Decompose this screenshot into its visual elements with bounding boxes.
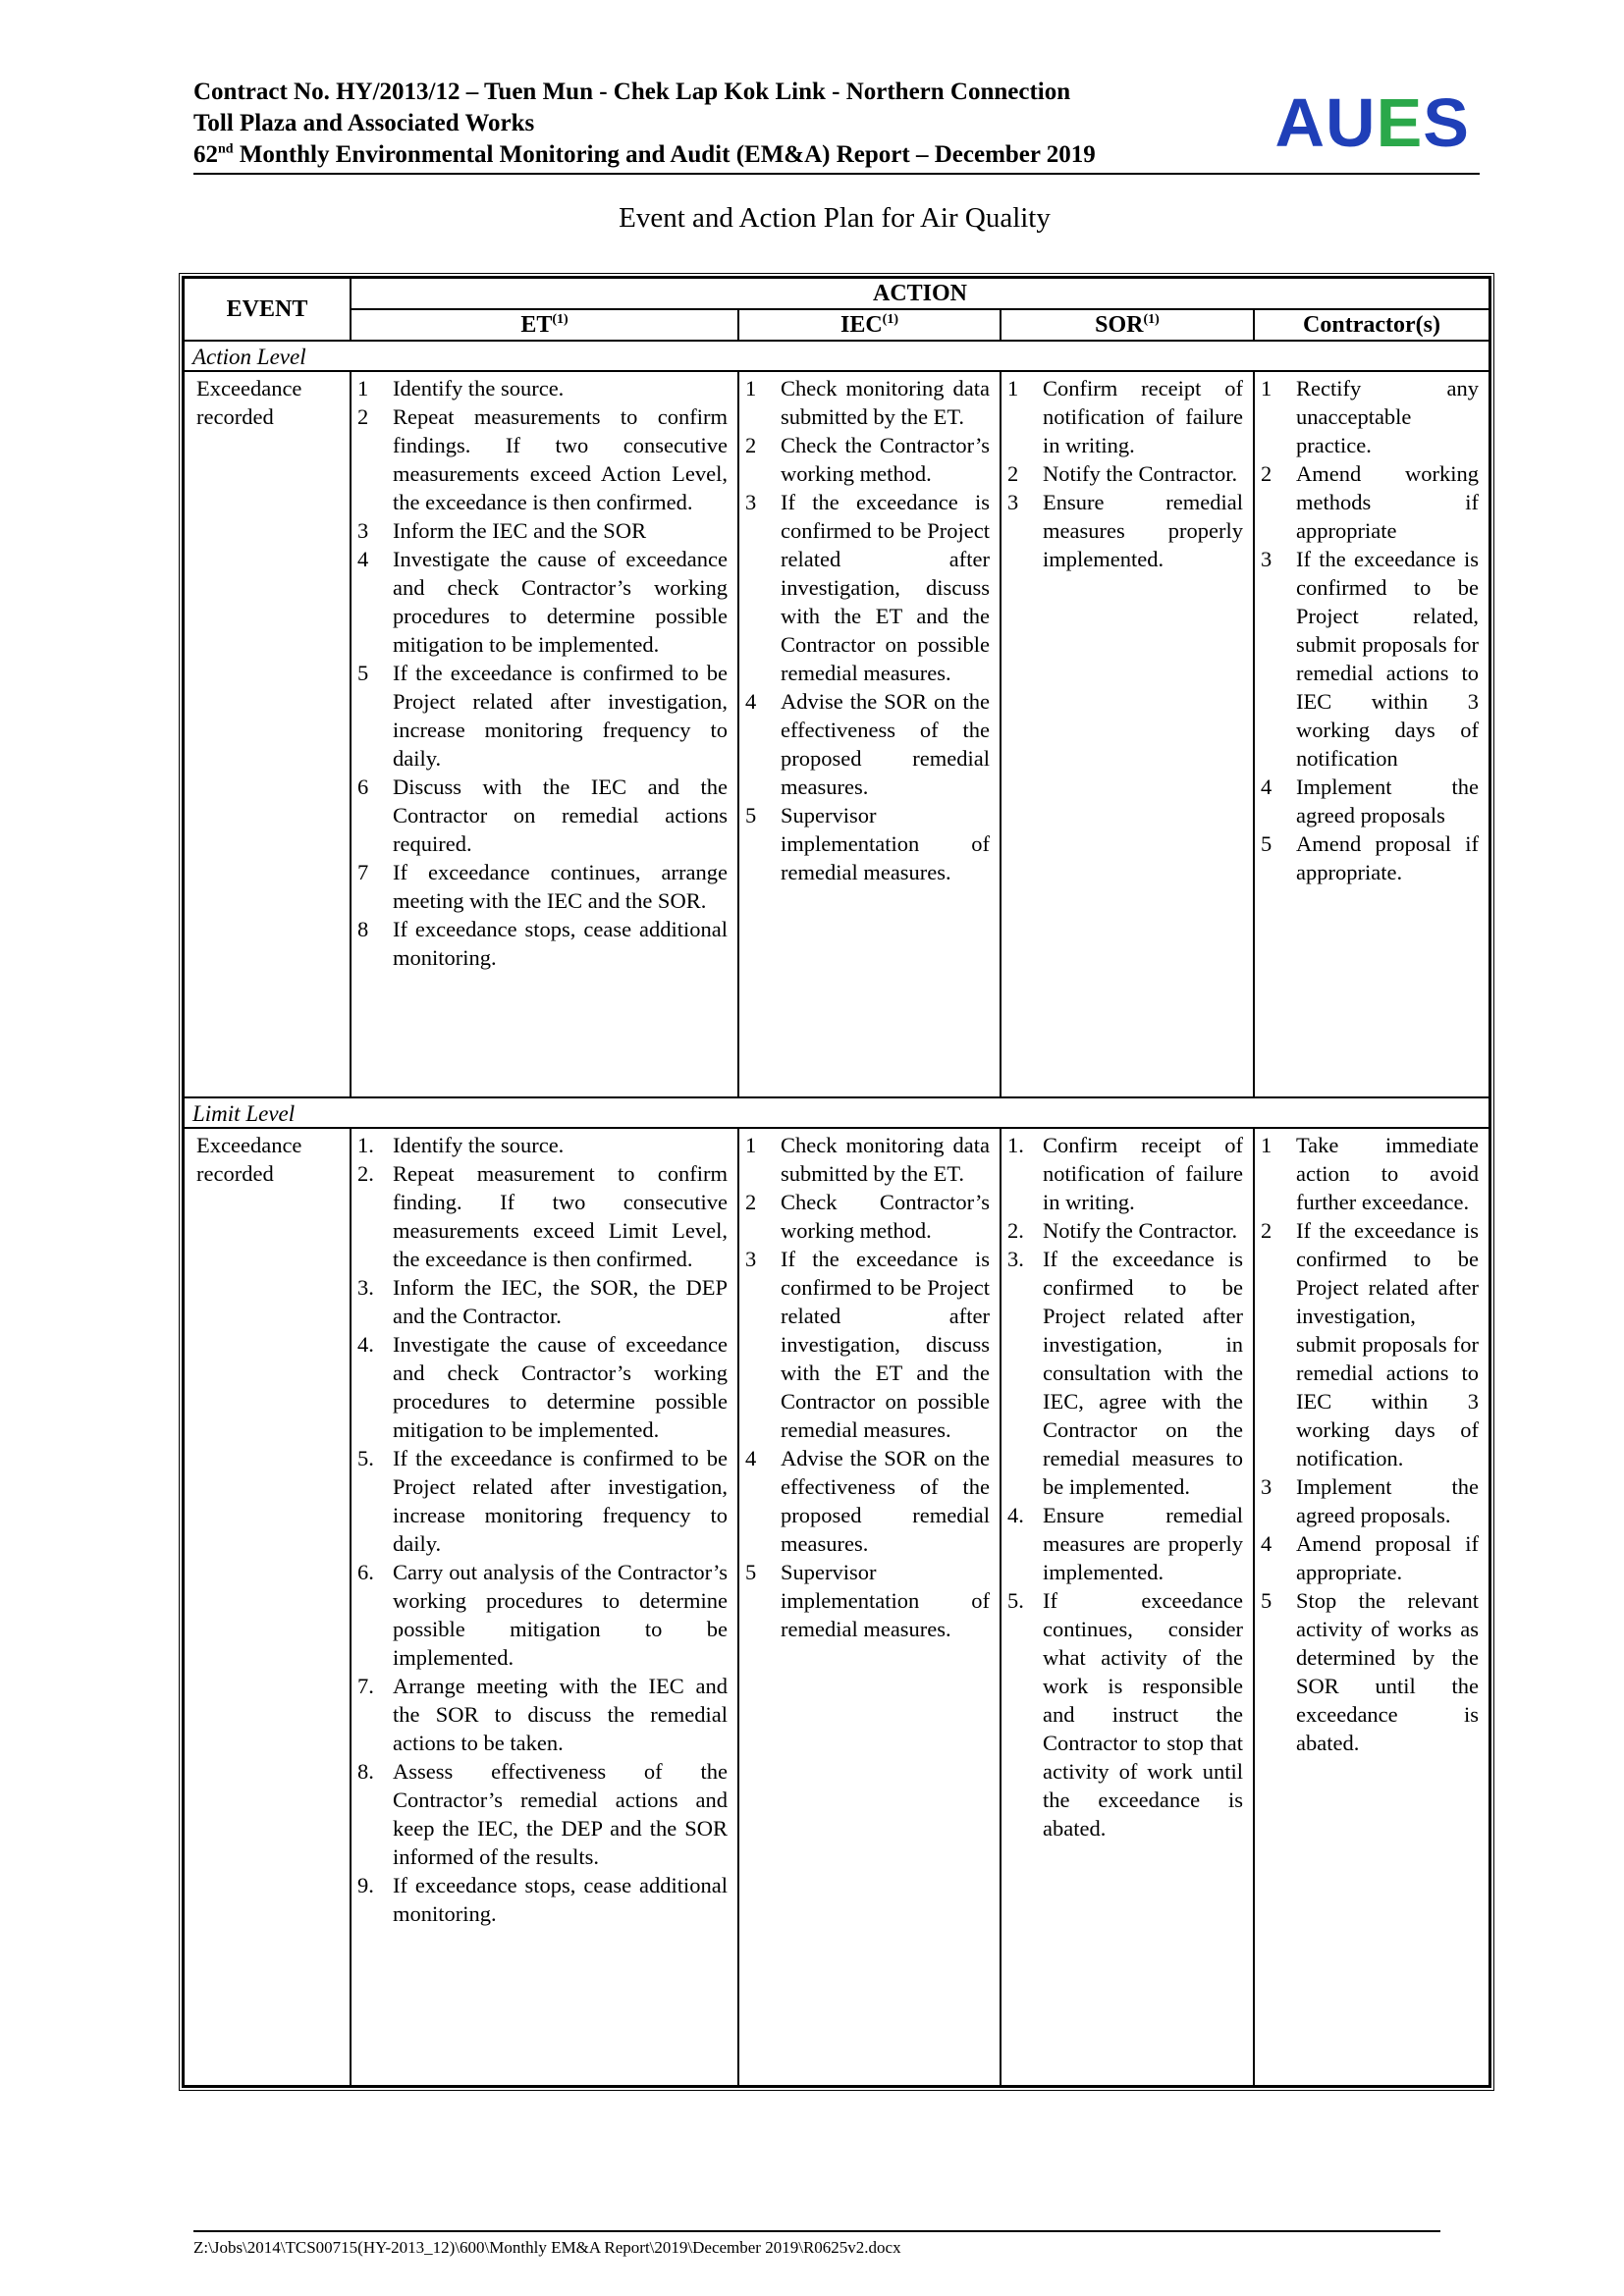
item-number: 8. — [357, 1759, 374, 1784]
item-number: 2 — [1261, 461, 1272, 486]
item-number: 6 — [357, 774, 369, 799]
item-text: Repeat measurement to confirm finding. If two consecutive measurements exceed Limit Level, the exceedance is then confirmed. — [393, 1161, 728, 1271]
item-number: 5. — [357, 1446, 374, 1470]
list-item — [745, 801, 990, 886]
item-text: Advise the SOR on the effectiveness of the proposed remedial measures. — [781, 1446, 990, 1556]
list-item — [745, 431, 990, 488]
action-header: ACTION — [351, 278, 1489, 309]
list-item — [357, 1131, 728, 1159]
iec-header: IEC$^{(1)}$ — [738, 309, 1001, 341]
file-path-footer: Z:\Jobs\2014\TCS00715(HY-2013_12)\600\Monthly EM&A Report\2019\December 2019\R0625v2.docx — [193, 2230, 1440, 2258]
item-number: 2 — [1007, 461, 1019, 486]
list-item — [745, 687, 990, 801]
list-item — [357, 915, 728, 972]
item-text: Rectify any unacceptable practice. — [1296, 376, 1479, 457]
list-item — [1261, 1131, 1479, 1216]
item-text: Check monitoring data submitted by the ET. — [781, 1133, 990, 1186]
list-item — [357, 374, 728, 402]
list-item — [357, 545, 728, 659]
item-text: Implement the agreed proposals — [1296, 774, 1479, 828]
item-number: 1. — [357, 1133, 374, 1157]
event-action-table-frame — [179, 273, 1494, 2091]
item-text: If the exceedance is confirmed to be Project related after investigation, increase monitoring frequency to daily. — [393, 661, 728, 771]
item-number: 8 — [357, 917, 369, 941]
item-number: 1 — [1007, 376, 1019, 400]
contractor-header: Contractor(s) — [1254, 309, 1489, 341]
item-text: Identify the source. — [393, 1133, 565, 1157]
item-number: 4 — [745, 689, 757, 714]
item-text: Check the Contractor’s working method. — [781, 433, 990, 486]
item-number: 4 — [1261, 774, 1272, 799]
item-text: Amend working methods if appropriate — [1296, 461, 1479, 543]
document-title: Event and Action Plan for Air Quality — [619, 202, 1051, 234]
item-number: 5. — [1007, 1588, 1024, 1613]
list-item — [1007, 374, 1243, 459]
list-item — [357, 858, 728, 915]
list-item — [357, 1330, 728, 1444]
item-number: 4. — [1007, 1503, 1024, 1527]
et-header: ET$^{(1)}$ — [351, 309, 738, 341]
item-text: Supervisor implementation of remedial measures. — [781, 1560, 990, 1641]
list-item — [357, 1444, 728, 1558]
item-number: 4 — [357, 547, 369, 571]
list-item — [357, 1672, 728, 1757]
item-number: 1. — [1007, 1133, 1024, 1157]
item-number: 4. — [357, 1332, 374, 1357]
report-title: Monthly Environmental Monitoring and Audit (EM&A) Report – December 2019 — [233, 141, 1096, 168]
item-number: 1 — [745, 376, 757, 400]
item-number: 4 — [745, 1446, 757, 1470]
list-item — [357, 1558, 728, 1672]
list-item — [1261, 459, 1479, 545]
list-item — [1007, 1216, 1243, 1245]
item-text: Identify the source. — [393, 376, 565, 400]
item-text: Amend proposal if appropriate. — [1296, 1531, 1479, 1584]
header-contract-line: Contract No. HY/2013/12 – Tuen Mun - Chek Lap Kok Link - Northern Connection — [193, 79, 1071, 105]
list-item — [1261, 773, 1479, 829]
report-number: 62 — [193, 141, 218, 168]
item-text: If the exceedance is confirmed to be Project related after investigation, increase monitoring frequency to daily. — [393, 1446, 728, 1556]
item-text: If the exceedance is confirmed to be Project related after investigation, discuss with the ET and the Contractor on possible remedial measures. — [781, 490, 990, 685]
action-level-heading: Action Level — [184, 341, 1489, 371]
item-number: 2 — [1261, 1218, 1272, 1243]
item-number: 5 — [745, 1560, 757, 1584]
limit-level-event: Exceedance recorded — [184, 1128, 351, 2086]
item-number: 6. — [357, 1560, 374, 1584]
limit-level-et-cell — [351, 1128, 738, 2086]
item-text: Ensure remedial measures properly implemented. — [1043, 490, 1243, 571]
limit-level-contractor-cell — [1254, 1128, 1489, 2086]
item-number: 5 — [1261, 1588, 1272, 1613]
item-number: 2 — [357, 404, 369, 429]
item-text: Stop the relevant activity of works as determined by the SOR until the exceedance is abated. — [1296, 1588, 1479, 1755]
item-text: Advise the SOR on the effectiveness of the proposed remedial measures. — [781, 689, 990, 799]
item-text: Investigate the cause of exceedance and check Contractor’s working procedures to determine possible mitigation to be implemented. — [393, 1332, 728, 1442]
item-text: If exceedance continues, arrange meeting with the IEC and the SOR. — [393, 860, 728, 913]
list-item — [745, 1558, 990, 1643]
page-header — [193, 77, 1480, 175]
list-item — [357, 516, 728, 545]
limit-level-iec-cell — [738, 1128, 1001, 2086]
list-item — [357, 1273, 728, 1330]
item-number: 3 — [1261, 547, 1272, 571]
item-text: Notify the Contractor. — [1043, 461, 1238, 486]
item-text: If the exceedance is confirmed to be Project related after investigation, submit proposals for remedial actions to IEC within 3 working days of notification. — [1296, 1218, 1479, 1470]
item-text: Take immediate action to avoid further exceedance. — [1296, 1133, 1479, 1214]
limit-level-sor-cell — [1001, 1128, 1254, 2086]
item-number: 5 — [357, 661, 369, 685]
action-level-iec-cell — [738, 371, 1001, 1097]
item-number: 3. — [1007, 1247, 1024, 1271]
list-item — [1007, 1501, 1243, 1586]
list-item — [1261, 1216, 1479, 1472]
list-item — [1261, 545, 1479, 773]
action-level-sor-cell — [1001, 371, 1254, 1097]
item-text: Discuss with the IEC and the Contractor on remedial actions required. — [393, 774, 728, 856]
item-text: Supervisor implementation of remedial measures. — [781, 803, 990, 884]
item-number: 5 — [1261, 831, 1272, 856]
list-item — [1261, 829, 1479, 886]
list-item — [745, 1188, 990, 1245]
item-number: 3 — [1261, 1474, 1272, 1499]
item-number: 4 — [1261, 1531, 1272, 1556]
item-number: 1 — [745, 1133, 757, 1157]
item-number: 9. — [357, 1873, 374, 1897]
item-number: 5 — [745, 803, 757, 828]
item-number: 2. — [357, 1161, 374, 1186]
item-text: Inform the IEC, the SOR, the DEP and the Contractor. — [393, 1275, 728, 1328]
list-item — [1261, 1472, 1479, 1529]
item-text: Investigate the cause of exceedance and check Contractor’s working procedures to determine possible mitigation to be implemented. — [393, 547, 728, 657]
item-number: 2. — [1007, 1218, 1024, 1243]
item-number: 3. — [357, 1275, 374, 1300]
action-level-et-cell — [351, 371, 738, 1097]
item-text: Inform the IEC and the SOR — [393, 518, 647, 543]
item-number: 7. — [357, 1674, 374, 1698]
item-number: 1 — [1261, 376, 1272, 400]
event-action-table — [183, 277, 1490, 2087]
item-number: 2 — [745, 1190, 757, 1214]
list-item — [1261, 1586, 1479, 1757]
list-item — [357, 1159, 728, 1273]
item-text: Check Contractor’s working method. — [781, 1190, 990, 1243]
list-item — [1007, 488, 1243, 573]
report-number-suffix: nd — [218, 141, 234, 157]
item-number: 7 — [357, 860, 369, 884]
header-works-line: Toll Plaza and Associated Works — [193, 110, 535, 136]
item-text: Check monitoring data submitted by the ET. — [781, 376, 990, 429]
item-number: 2 — [745, 433, 757, 457]
item-text: If exceedance continues, consider what activity of the work is responsible and instruct the Contractor to stop that activity of work until the exceedance is abated. — [1043, 1588, 1243, 1841]
item-number: 3 — [357, 518, 369, 543]
action-level-contractor-cell — [1254, 371, 1489, 1097]
item-text: Assess effectiveness of the Contractor’s remedial actions and keep the IEC, the DEP and the SOR informed of the results. — [393, 1759, 728, 1869]
item-text: Arrange meeting with the IEC and the SOR to discuss the remedial actions to be taken. — [393, 1674, 728, 1755]
list-item — [1261, 1529, 1479, 1586]
item-text: If exceedance stops, cease additional monitoring. — [393, 1873, 728, 1926]
item-text: Ensure remedial measures are properly implemented. — [1043, 1503, 1243, 1584]
item-number: 1 — [357, 376, 369, 400]
list-item — [357, 659, 728, 773]
item-number: 3 — [1007, 490, 1019, 514]
item-text: Carry out analysis of the Contractor’s working procedures to determine possible mitigation to be implemented. — [393, 1560, 728, 1670]
item-text: Amend proposal if appropriate. — [1296, 831, 1479, 884]
item-text: If the exceedance is confirmed to be Project related after investigation, discuss with the ET and the Contractor on possible remedial measures. — [781, 1247, 990, 1442]
item-text: If the exceedance is confirmed to be Project related after investigation, in consultation with the IEC, agree with the Contractor on the remedial measures to be implemented. — [1043, 1247, 1243, 1499]
item-number: 3 — [745, 490, 757, 514]
list-item — [1007, 1131, 1243, 1216]
action-level-event: Exceedance recorded — [184, 371, 351, 1097]
item-text: If exceedance stops, cease additional monitoring. — [393, 917, 728, 970]
list-item — [357, 402, 728, 516]
limit-level-heading: Limit Level — [184, 1097, 1489, 1128]
list-item — [1261, 374, 1479, 459]
list-item — [745, 1444, 990, 1558]
list-item — [1007, 459, 1243, 488]
item-text: Repeat measurements to confirm findings. If two consecutive measurements exceed Action Level, the exceedance is then confirmed. — [393, 404, 728, 514]
item-text: Implement the agreed proposals. — [1296, 1474, 1479, 1527]
list-item — [745, 488, 990, 687]
item-text: If the exceedance is confirmed to be Project related, submit proposals for remedial actions to IEC within 3 working days of notification — [1296, 547, 1479, 771]
event-header: EVENT — [184, 278, 351, 341]
item-number: 3 — [745, 1247, 757, 1271]
list-item — [357, 773, 728, 858]
item-text: Notify the Contractor. — [1043, 1218, 1238, 1243]
sor-header: SOR$^{(1)}$ — [1001, 309, 1254, 341]
item-number: 1 — [1261, 1133, 1272, 1157]
list-item — [745, 1131, 990, 1188]
list-item — [1007, 1245, 1243, 1501]
list-item — [745, 374, 990, 431]
list-item — [1007, 1586, 1243, 1842]
item-text: Confirm receipt of notification of failure in writing. — [1043, 376, 1243, 457]
list-item — [357, 1757, 728, 1871]
list-item — [357, 1871, 728, 1928]
item-text: Confirm receipt of notification of failure in writing. — [1043, 1133, 1243, 1214]
list-item — [745, 1245, 990, 1444]
aues-logo: AUES — [1274, 84, 1470, 161]
